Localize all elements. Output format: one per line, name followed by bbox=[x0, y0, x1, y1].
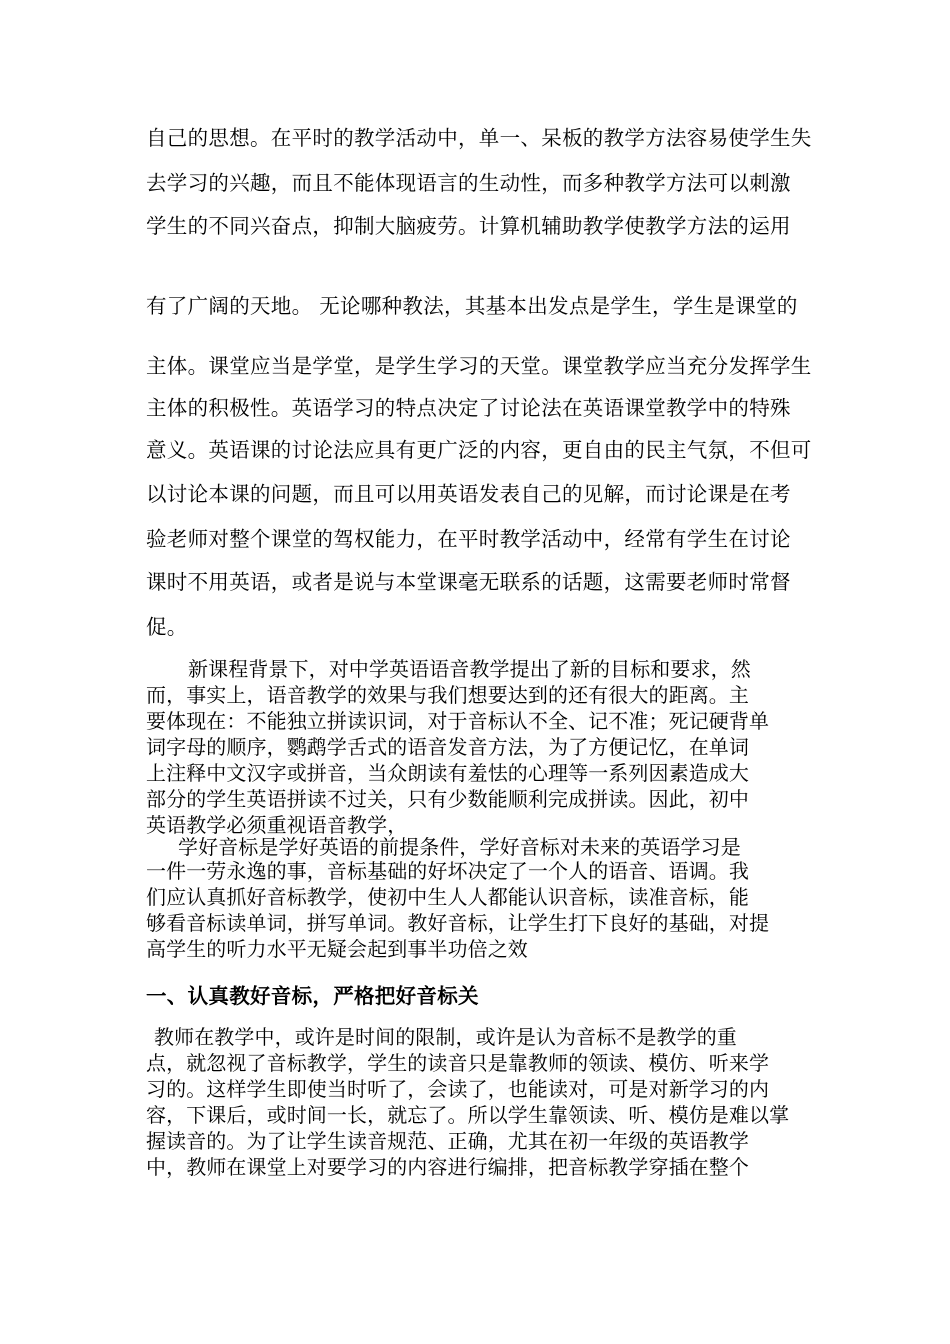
text-line: 以讨论本课的问题，而且可以用英语发表自己的见解，而讨论课是在考 bbox=[146, 482, 791, 506]
text-line: 去学习的兴趣，而且不能体现语言的生动性，而多种教学方法可以刺激 bbox=[146, 171, 791, 195]
text-line: 握读音的。为了让学生读音规范、正确，尤其在初一年级的英语教学 bbox=[146, 1129, 749, 1153]
text-line: 教师在教学中，或许是时间的限制，或许是认为音标不是教学的重 bbox=[154, 1025, 737, 1049]
text-line: 容，下课后，或时间一长，就忘了。所以学生靠领读、听、模仿是难以掌 bbox=[146, 1103, 790, 1127]
text-line: 部分的学生英语拼读不过关，只有少数能顺利完成拼读。因此，初中 bbox=[146, 787, 749, 811]
text-line: 验老师对整个课堂的驾权能力，在平时教学活动中，经常有学生在讨论 bbox=[146, 527, 791, 551]
text-line: 高学生的听力水平无疑会起到事半功倍之效 bbox=[146, 937, 528, 961]
text-line: 点，就忽视了音标教学，学生的读音只是靠教师的领读、模仿、听来学 bbox=[146, 1051, 770, 1075]
text-line: 促。 bbox=[146, 615, 188, 639]
text-line: 习的。这样学生即使当时听了，会读了，也能读对，可是对新学习的内 bbox=[146, 1077, 770, 1101]
text-line: 课时不用英语，或者是说与本堂课毫无联系的话题，这需要老师时常督 bbox=[146, 570, 791, 594]
text-line: 自己的思想。在平时的教学活动中，单一、呆板的教学方法容易使学生失 bbox=[146, 126, 812, 150]
text-line: 新课程背景下，对中学英语语音教学提出了新的目标和要求，然 bbox=[188, 657, 751, 681]
section-heading: 一、认真教好音标，严格把好音标关 bbox=[146, 984, 479, 1008]
text-line: 而，事实上，语音教学的效果与我们想要达到的还有很大的距离。主 bbox=[146, 683, 749, 707]
text-line: 有了广阔的天地。 无论哪种教法，其基本出发点是学生，学生是课堂的 bbox=[146, 294, 798, 318]
text-line: 中，教师在课堂上对要学习的内容进行编排，把音标教学穿插在整个 bbox=[146, 1155, 749, 1179]
text-line: 主体。课堂应当是学堂，是学生学习的天堂。课堂教学应当充分发挥学生 bbox=[146, 354, 812, 378]
text-line: 一件一劳永逸的事，音标基础的好坏决定了一个人的语音、语调。我 bbox=[146, 859, 749, 883]
text-line: 英语教学必须重视语音教学， bbox=[146, 813, 408, 837]
text-line: 学生的不同兴奋点，抑制大脑疲劳。计算机辅助教学使教学方法的运用 bbox=[146, 214, 791, 238]
text-line: 意义。英语课的讨论法应具有更广泛的内容，更自由的民主气氛，不但可 bbox=[146, 438, 812, 462]
text-line: 上注释中文汉字或拼音，当众朗读有羞怯的心理等一系列因素造成大 bbox=[146, 761, 749, 785]
text-line: 词字母的顺序，鹦鹉学舌式的语音发音方法，为了方便记忆，在单词 bbox=[146, 735, 749, 759]
text-line: 们应认真抓好音标教学，使初中生人人都能认识音标，读准音标，能 bbox=[146, 885, 749, 909]
text-line: 要体现在：不能独立拼读识词，对于音标认不全、记不准；死记硬背单 bbox=[146, 709, 770, 733]
text-line: 主体的积极性。英语学习的特点决定了讨论法在英语课堂教学中的特殊 bbox=[146, 396, 791, 420]
text-line: 学好音标是学好英语的前提条件，学好音标对未来的英语学习是 bbox=[178, 835, 741, 859]
text-line: 够看音标读单词，拼写单词。教好音标，让学生打下良好的基础，对提 bbox=[146, 911, 770, 935]
